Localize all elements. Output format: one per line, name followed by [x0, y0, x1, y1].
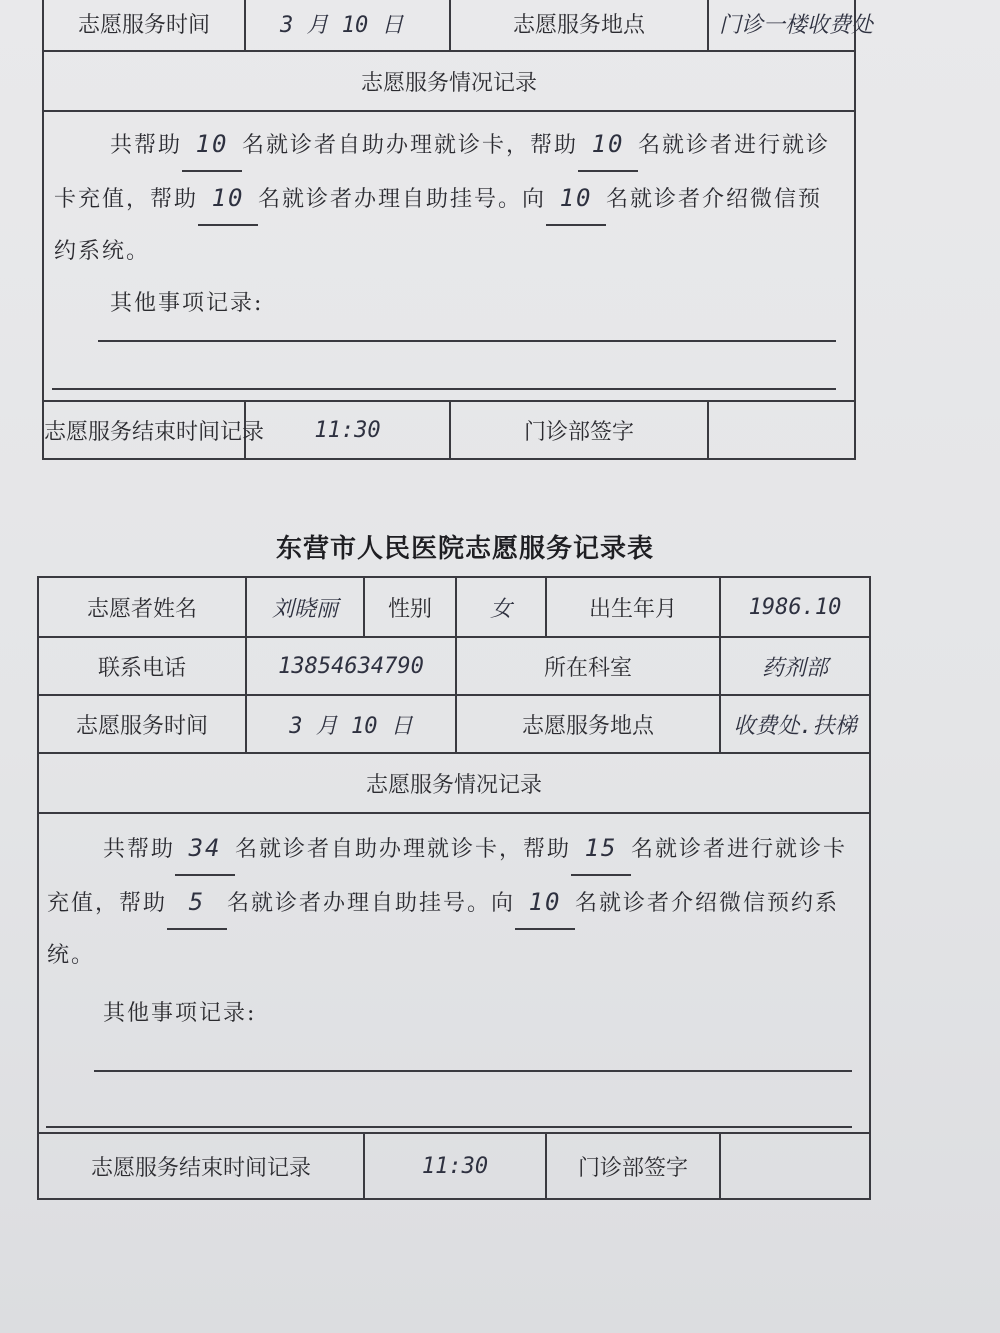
form2-other-line-1 — [94, 1070, 852, 1072]
form2-end-time-label: 志愿服务结束时间记录 — [38, 1133, 364, 1199]
form2-count-cards: 34 — [175, 822, 235, 876]
form1-record-body — [43, 111, 855, 401]
form2-record-header: 志愿服务情况记录 — [38, 753, 870, 813]
form2-birth: 1986.10 — [720, 577, 870, 637]
form2-service-place: 收费处.扶梯 — [720, 695, 870, 753]
form2-name-label: 志愿者姓名 — [38, 577, 246, 637]
form1-help-text-5: 名就诊者介绍微信预约系统。 — [54, 187, 823, 264]
form1-service-time-label: 志愿服务时间 — [43, 0, 245, 51]
form2-name: 刘晓丽 — [246, 577, 364, 637]
form1-count-register: 10 — [198, 172, 258, 226]
form1-other-line-1 — [98, 340, 836, 342]
form1-help-paragraph — [54, 118, 842, 278]
form2-service-time-label: 志愿服务时间 — [38, 695, 246, 753]
form2-count-register: 5 — [167, 876, 227, 930]
form2-count-recharge: 15 — [571, 822, 631, 876]
form1-record-header: 志愿服务情况记录 — [43, 51, 855, 111]
form1-count-recharge: 10 — [578, 118, 638, 172]
form2-record-body — [38, 813, 870, 1133]
form1-end-time: 11:30 — [245, 401, 450, 459]
form2-help-text-2: 名就诊者自助办理就诊卡，帮助 — [235, 837, 572, 862]
form1-count-cards: 10 — [182, 118, 242, 172]
form1-service-date: 3 月 10 日 — [245, 0, 450, 51]
form1-help-text-4: 名就诊者办理自助挂号。向 — [258, 187, 547, 212]
form2-birth-label: 出生年月 — [546, 577, 720, 637]
form2-phone: 13854634790 — [246, 637, 456, 695]
form1-table — [42, 0, 874, 460]
form1-help-text-1: 共帮助 — [110, 133, 183, 158]
form2-help-text-4: 名就诊者办理自助挂号。向 — [227, 891, 516, 916]
form1-dept-sign-label: 门诊部签字 — [450, 401, 708, 459]
form2-dept-sign — [720, 1133, 870, 1199]
form1-service-place: 门诊一楼收费处 — [708, 0, 855, 51]
form2-end-time: 11:30 — [364, 1133, 546, 1199]
form2-table — [37, 576, 871, 1200]
form2-other-line-2 — [46, 1126, 852, 1128]
form2-gender: 女 — [456, 577, 546, 637]
form2-service-place-label: 志愿服务地点 — [456, 695, 720, 753]
form2-help-text-3: 名就诊者进行就诊卡充值，帮助 — [47, 837, 848, 916]
form2-help-text-1: 共帮助 — [103, 837, 176, 862]
form1-count-wechat: 10 — [546, 172, 606, 226]
form2-dept: 药剂部 — [720, 637, 870, 695]
form2-help-paragraph — [47, 822, 857, 982]
form1-help-text-3: 名就诊者进行就诊卡充值，帮助 — [54, 133, 831, 212]
form1-dept-sign — [708, 401, 855, 459]
form2-service-date: 3 月 10 日 — [246, 695, 456, 753]
form1-end-time-label: 志愿服务结束时间记录 — [43, 401, 245, 459]
form2-dept-sign-label: 门诊部签字 — [546, 1133, 720, 1199]
form2-other-label: 其他事项记录: — [103, 1001, 257, 1026]
form2-help-text-5: 名就诊者介绍微信预约系统。 — [47, 891, 840, 968]
form1-service-place-label: 志愿服务地点 — [450, 0, 708, 51]
form2-title: 东营市人民医院志愿服务记录表 — [276, 534, 655, 564]
form1-other-label: 其他事项记录: — [110, 291, 264, 316]
form1-help-text-2: 名就诊者自助办理就诊卡，帮助 — [242, 133, 579, 158]
form2-phone-label: 联系电话 — [38, 637, 246, 695]
form2-dept-label: 所在科室 — [456, 637, 720, 695]
form2-gender-label: 性别 — [364, 577, 456, 637]
form1-other-line-2 — [52, 388, 836, 390]
form2-count-wechat: 10 — [515, 876, 575, 930]
